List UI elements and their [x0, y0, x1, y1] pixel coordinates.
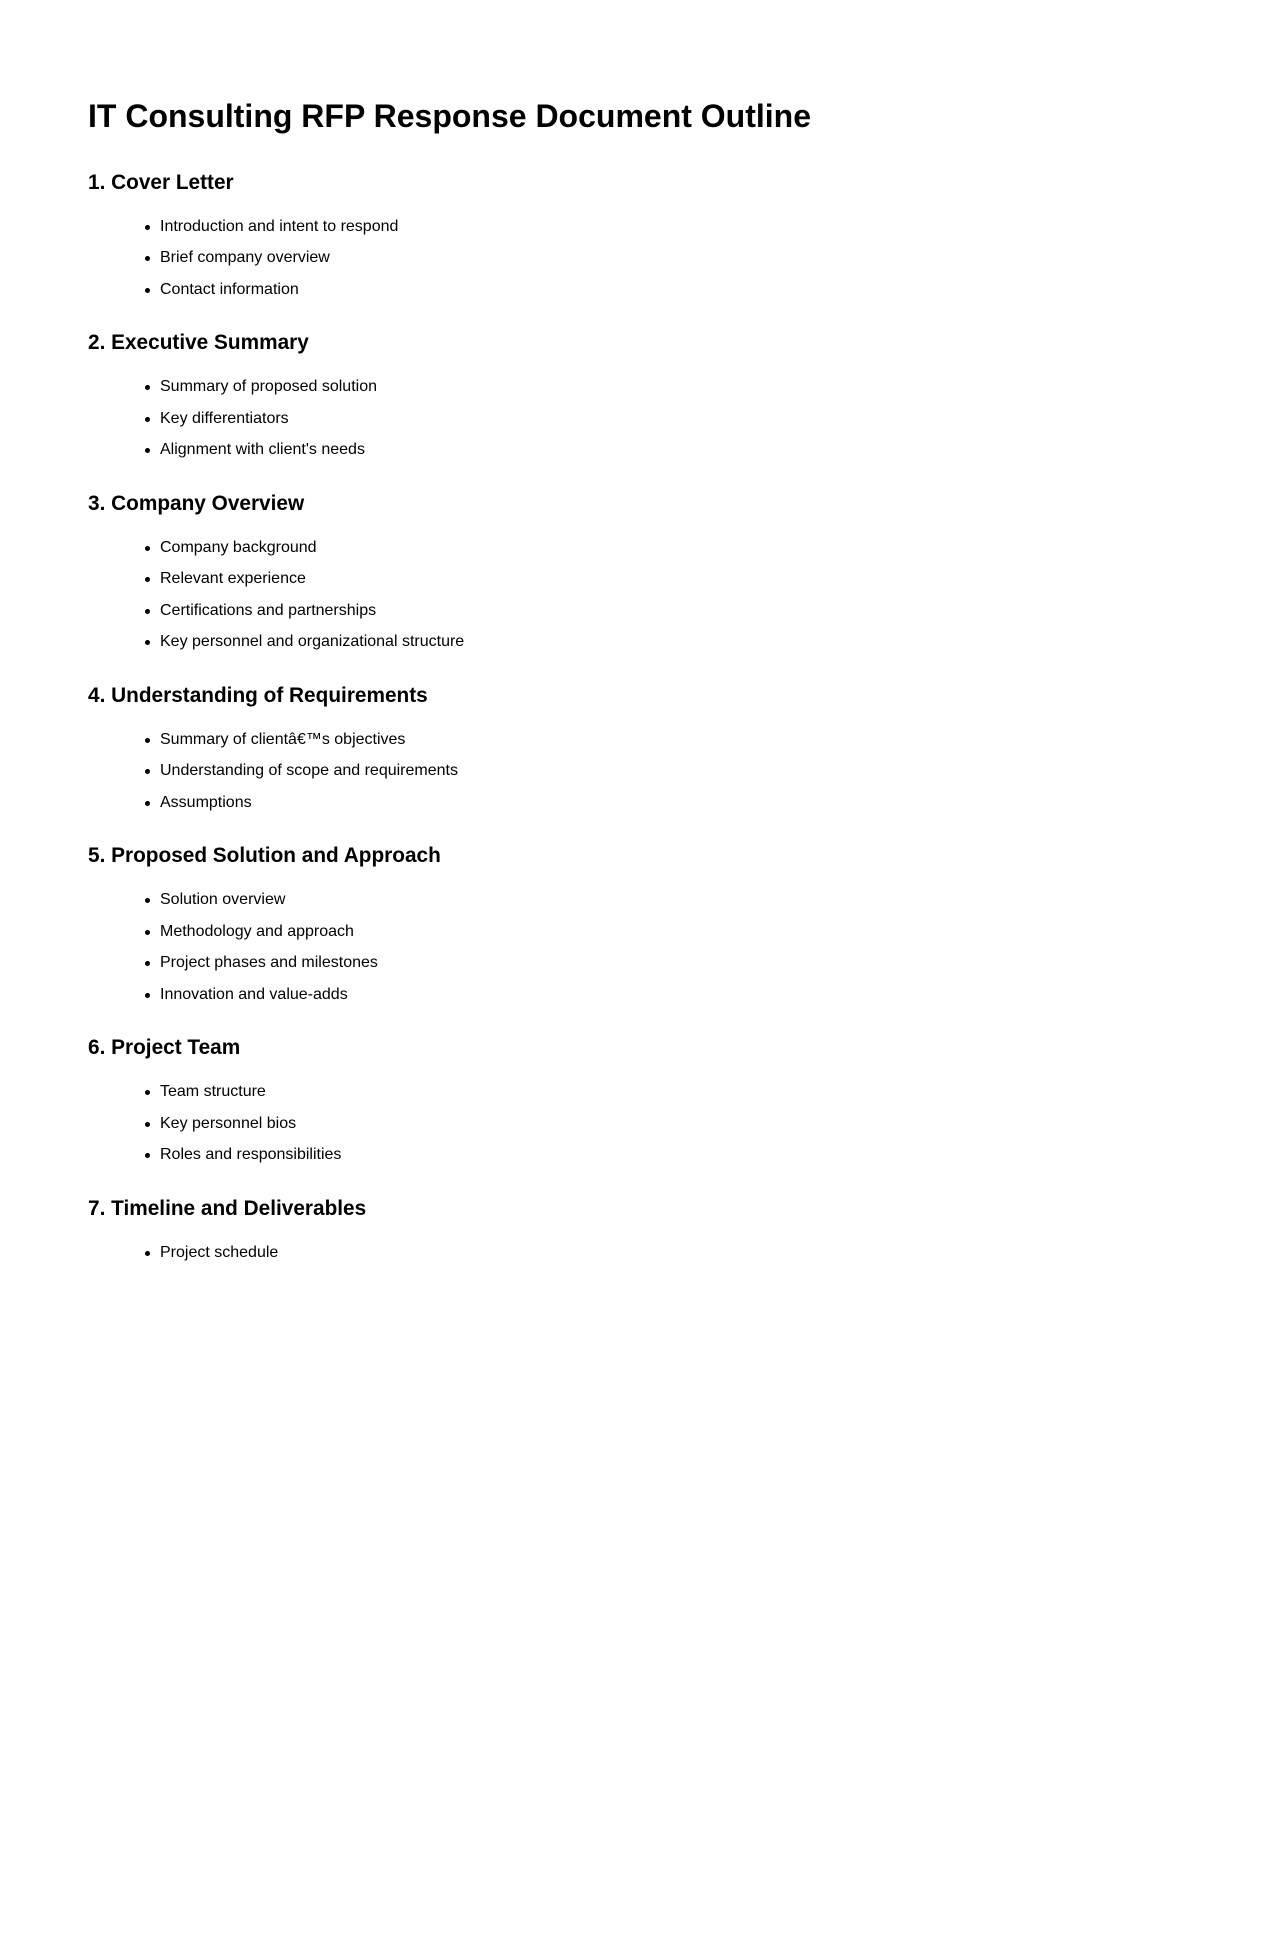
list-item	[160, 246, 1188, 270]
bullet-icon	[145, 288, 150, 293]
list-item-text: Summary of proposed solution	[160, 378, 377, 396]
list-item-text: Brief company overview	[160, 249, 330, 267]
list-item-text: Innovation and value-adds	[160, 985, 348, 1003]
bullet-icon	[145, 930, 150, 935]
section-list	[88, 215, 1188, 302]
bullet-icon	[145, 738, 150, 743]
list-item	[160, 920, 1188, 944]
bullet-icon	[145, 385, 150, 390]
bullet-icon	[145, 256, 150, 261]
list-item-text: Key personnel and organizational structure	[160, 633, 465, 651]
list-item	[160, 215, 1188, 239]
bullet-icon	[145, 577, 150, 582]
bullet-icon	[145, 801, 150, 806]
bullet-icon	[145, 961, 150, 966]
list-item-text: Project schedule	[160, 1243, 279, 1261]
bullet-icon	[145, 769, 150, 774]
section-heading: 3. Company Overview	[88, 491, 305, 515]
list-item-text: Summary of clientâ€™s objectives	[160, 730, 406, 748]
list-item	[160, 728, 1188, 752]
list-item	[160, 407, 1188, 431]
section-heading: 7. Timeline and Deliverables	[88, 1196, 367, 1220]
list-item	[160, 1143, 1188, 1167]
section-timeline-and-deliverables	[88, 1197, 1188, 1265]
list-item	[160, 1080, 1188, 1104]
section-heading: 2. Executive Summary	[88, 331, 309, 355]
list-item	[160, 630, 1188, 654]
list-item-text: Key personnel bios	[160, 1114, 297, 1132]
bullet-icon	[145, 546, 150, 551]
list-item-text: Understanding of scope and requirements	[160, 762, 458, 780]
list-item-text: Relevant experience	[160, 570, 306, 588]
list-item	[160, 567, 1188, 591]
bullet-icon	[145, 993, 150, 998]
section-list	[88, 728, 1188, 815]
list-item	[160, 536, 1188, 560]
list-item-text: Project phases and milestones	[160, 954, 378, 972]
list-item	[160, 1241, 1188, 1265]
list-item	[160, 951, 1188, 975]
list-item-text: Company background	[160, 538, 317, 556]
list-item-text: Key differentiators	[160, 409, 289, 427]
section-list	[88, 888, 1188, 1007]
bullet-icon	[145, 640, 150, 645]
section-project-team	[88, 1036, 1188, 1167]
list-item-text: Methodology and approach	[160, 922, 354, 940]
document-page	[88, 0, 1188, 1300]
list-item	[160, 1112, 1188, 1136]
list-item-text: Solution overview	[160, 891, 286, 909]
bullet-icon	[145, 225, 150, 230]
section-understanding-of-requirements	[88, 684, 1188, 815]
list-item	[160, 791, 1188, 815]
list-item	[160, 599, 1188, 623]
list-item-text: Team structure	[160, 1083, 266, 1101]
section-list	[88, 536, 1188, 655]
list-item	[160, 375, 1188, 399]
list-item-text: Contact information	[160, 280, 299, 298]
list-item	[160, 888, 1188, 912]
page-title: IT Consulting RFP Response Document Outline	[88, 98, 811, 134]
bullet-icon	[145, 1090, 150, 1095]
list-item-text: Assumptions	[160, 793, 252, 811]
section-company-overview	[88, 492, 1188, 655]
section-executive-summary	[88, 331, 1188, 462]
list-item-text: Roles and responsibilities	[160, 1146, 342, 1164]
list-item-text: Alignment with client's needs	[160, 441, 365, 459]
list-item	[160, 983, 1188, 1007]
bullet-icon	[145, 898, 150, 903]
section-heading: 1. Cover Letter	[88, 170, 234, 194]
section-list	[88, 1080, 1188, 1167]
list-item-text: Certifications and partnerships	[160, 601, 377, 619]
section-list	[88, 375, 1188, 462]
bullet-icon	[145, 417, 150, 422]
section-heading: 6. Project Team	[88, 1036, 241, 1060]
list-item	[160, 278, 1188, 302]
bullet-icon	[145, 1251, 150, 1256]
section-list	[88, 1241, 1188, 1265]
bullet-icon	[145, 448, 150, 453]
section-cover-letter	[88, 171, 1188, 302]
list-item	[160, 759, 1188, 783]
bullet-icon	[145, 609, 150, 614]
section-heading: 4. Understanding of Requirements	[88, 683, 428, 707]
bullet-icon	[145, 1153, 150, 1158]
bullet-icon	[145, 1122, 150, 1127]
section-proposed-solution	[88, 844, 1188, 1007]
list-item	[160, 438, 1188, 462]
list-item-text: Introduction and intent to respond	[160, 217, 399, 235]
section-heading: 5. Proposed Solution and Approach	[88, 844, 441, 868]
